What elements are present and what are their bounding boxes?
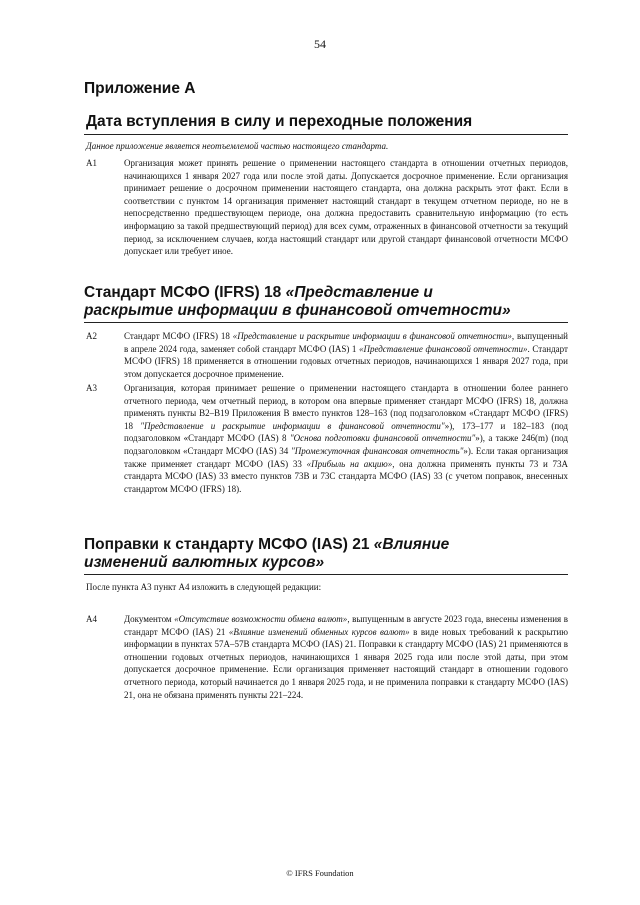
paragraph-number: A2 <box>86 331 97 341</box>
appendix-note: Данное приложение является неотъемлемой частью настоящего стандарта. <box>86 141 389 151</box>
title-plain: Поправки к стандарту МСФО (IAS) 21 <box>84 536 374 553</box>
appendix-title: Приложение А <box>84 80 196 97</box>
section-divider <box>84 134 568 135</box>
paragraph-text: Документом «Отсутствие возможности обмена валют», выпущенным в августе 2023 года, внесены изменения в стандарт МСФО (IAS) 21 «Влияние изменений обменных курсов валют» в виде новых требований к раскрытию информации в пунктах 57A–57B стандарта МСФО (IAS) 21. Поправки к стандарту МСФО (IAS) 21 применяются в отношении годовых отчетных периодов, начинающихся 1 января 2025 года или после этой даты, при этом допускается досрочное применение. Если организация применяет настоящий стандарт в отношении годового отчетного периода, который начинается до 1 января 2025 года, и не применила поправки к стандарту МСФО (IAS) 21, она не обязана применять пункты 221–224. <box>124 614 568 700</box>
section-divider <box>84 574 568 575</box>
title-italic: «Влияние изменений валютных курсов» <box>84 536 450 571</box>
section-title-effective-date: Дата вступления в силу и переходные положения <box>86 113 473 130</box>
paragraph-a2 <box>86 330 568 380</box>
paragraph-number: A3 <box>86 383 97 393</box>
footer-copyright: © IFRS Foundation <box>286 868 354 878</box>
paragraph-text: Организация, которая принимает решение о применении настоящего стандарта в отношении более раннего отчетного периода, чем отчетный период, в котором она впервые применяет стандарт МСФО (IFRS) 18, должна применять пункты B2–B19 Приложения B вместо пунктов 128–163 (под подзаголовком «Стандарт МСФО (IFRS) 18 "Представление и раскрытие информации в финансовой отчетности"»), 173–177 и 182–183 (под подзаголовком «Стандарт МСФО (IAS) 8 "Основа подготовки финансовой отчетности"»), а также 246(m) (под подзаголовком «Стандарт МСФО (IAS) 34 "Промежуточная финансовая отчетность"»). Если такая организация также применяет стандарт МСФО (IAS) 33 «Прибыль на акцию», она должна применять пункты 73 и 73A стандарта МСФО (IAS) 33 вместо пунктов 73B и 73C стандарта МСФО (IAS) 33 (с учетом поправок, внесенных стандартом МСФО (IFRS) 18). <box>124 383 569 494</box>
section-divider <box>84 322 568 323</box>
paragraph-a1 <box>86 157 568 258</box>
title-italic: «Представление и раскрытие информации в финансовой отчетности» <box>84 284 511 319</box>
paragraph-text: Стандарт МСФО (IFRS) 18 «Представление и раскрытие информации в финансовой отчетности», выпущенный в апреле 2024 года, заменяет собой стандарт МСФО (IAS) 1 «Представление финансовой отчетности». Стандарт МСФО (IFRS) 18 применяется в отношении годовых отчетных периодов, начинающихся 1 января 2027 года, при этом допускается досрочное применение. <box>124 331 568 379</box>
section-title-ias21 <box>84 536 524 572</box>
paragraph-a3 <box>86 382 568 495</box>
paragraph-number: A1 <box>86 158 97 168</box>
paragraph-a4 <box>86 613 568 701</box>
paragraph-text: Организация может принять решение о применении настоящего стандарта в отношении отчетных периодов, начинающихся 1 января 2027 года или после этой даты. Допускается досрочное применение. Если организация принимает решение о досрочном применении настоящего стандарта, она должна раскрыть этот факт. Если в соответствии с пунктом 14 организация применяет настоящий стандарт в текущем отчетном периоде, но не в непосредственно предшествующем периоде, она должна предоставить сравнительную информацию (то есть информацию за такой предшествующий период) для всех сумм, отраженных в финансовой отчетности за текущий период, за исключением случаев, когда настоящий стандарт или другой стандарт финансовой отчетности МСФО допускает или требует иное. <box>124 158 568 257</box>
paragraph-number: A4 <box>86 614 97 624</box>
amendment-intro: После пункта A3 пункт A4 изложить в следующей редакции: <box>86 582 322 592</box>
page-number: 54 <box>314 37 326 51</box>
section-title-ifrs18 <box>84 284 524 320</box>
title-plain: Стандарт МСФО (IFRS) 18 <box>84 284 286 301</box>
